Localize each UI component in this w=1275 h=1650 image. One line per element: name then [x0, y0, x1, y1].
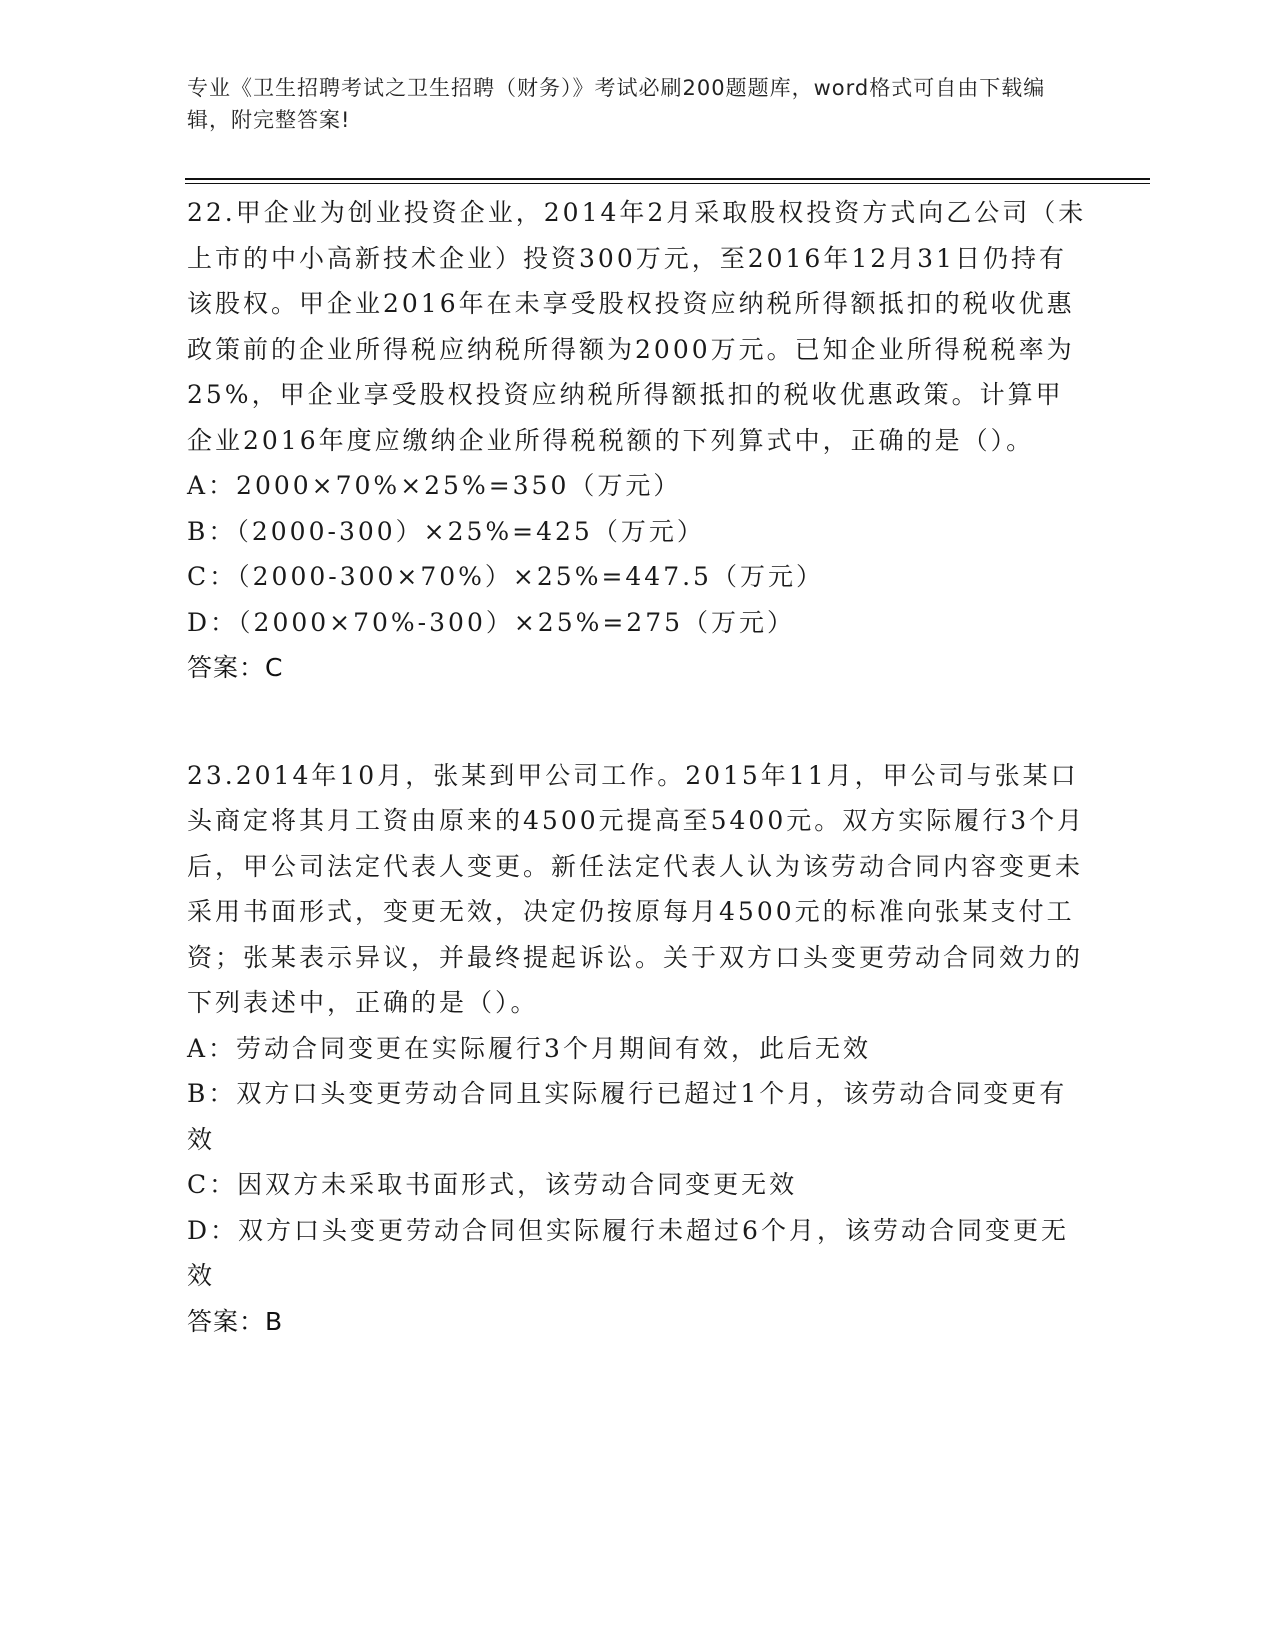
- question-22: [187, 190, 1087, 691]
- question-spacer: [187, 691, 1087, 753]
- option-b: B：（2000-300）×25%=425（万元）: [187, 516, 705, 546]
- option-d: D：双方口头变更劳动合同但实际履行未超过6个月，该劳动合同变更无效: [187, 1215, 1069, 1290]
- option-a: A：2000×70%×25%=350（万元）: [187, 471, 682, 500]
- question-23: [187, 753, 1087, 1345]
- option-d: D：（2000×70%-300）×25%=275（万元）: [187, 607, 796, 637]
- header-rule-thin: [185, 183, 1150, 184]
- answer: 答案：B: [187, 1306, 284, 1336]
- header-rule-thick: [185, 178, 1150, 180]
- question-text: 22.甲企业为创业投资企业，2014年2月采取股权投资方式向乙公司（未上市的中小高新技术企业）投资300万元，至2016年12月31日仍持有该股权。甲企业2016年在未享受股权投资应纳税所得额抵扣的税收优惠政策前的企业所得税应纳税所得额为2000万元。已知企业所得税税率为25%，甲企业享受股权投资应纳税所得额抵扣的税收优惠政策。计算甲企业2016年度应缴纳企业所得税税额的下列算式中，正确的是（）。: [187, 198, 1087, 455]
- answer: 答案：C: [187, 653, 284, 682]
- question-list: [187, 190, 1087, 1344]
- page-header: 专业《卫生招聘考试之卫生招聘（财务）》考试必刷200题题库，word格式可自由下载编辑，附完整答案!: [187, 76, 1046, 132]
- option-a: A：劳动合同变更在实际履行3个月期间有效，此后无效: [187, 1033, 871, 1063]
- option-b: B：双方口头变更劳动合同且实际履行已超过1个月，该劳动合同变更有效: [187, 1079, 1068, 1154]
- option-c: C：因双方未采取书面形式，该劳动合同变更无效: [187, 1170, 798, 1199]
- question-text: 23.2014年10月，张某到甲公司工作。2015年11月，甲公司与张某口头商定将其月工资由原来的4500元提高至5400元。双方实际履行3个月后，甲公司法定代表人变更。新任法定代表人认为该劳动合同内容变更未采用书面形式，变更无效，决定仍按原每月4500元的标准向张某支付工资；张某表示异议，并最终提起诉讼。关于双方口头变更劳动合同效力的下列表述中，正确的是（）。: [187, 760, 1086, 1017]
- option-c: C：（2000-300×70%）×25%=447.5（万元）: [187, 562, 824, 591]
